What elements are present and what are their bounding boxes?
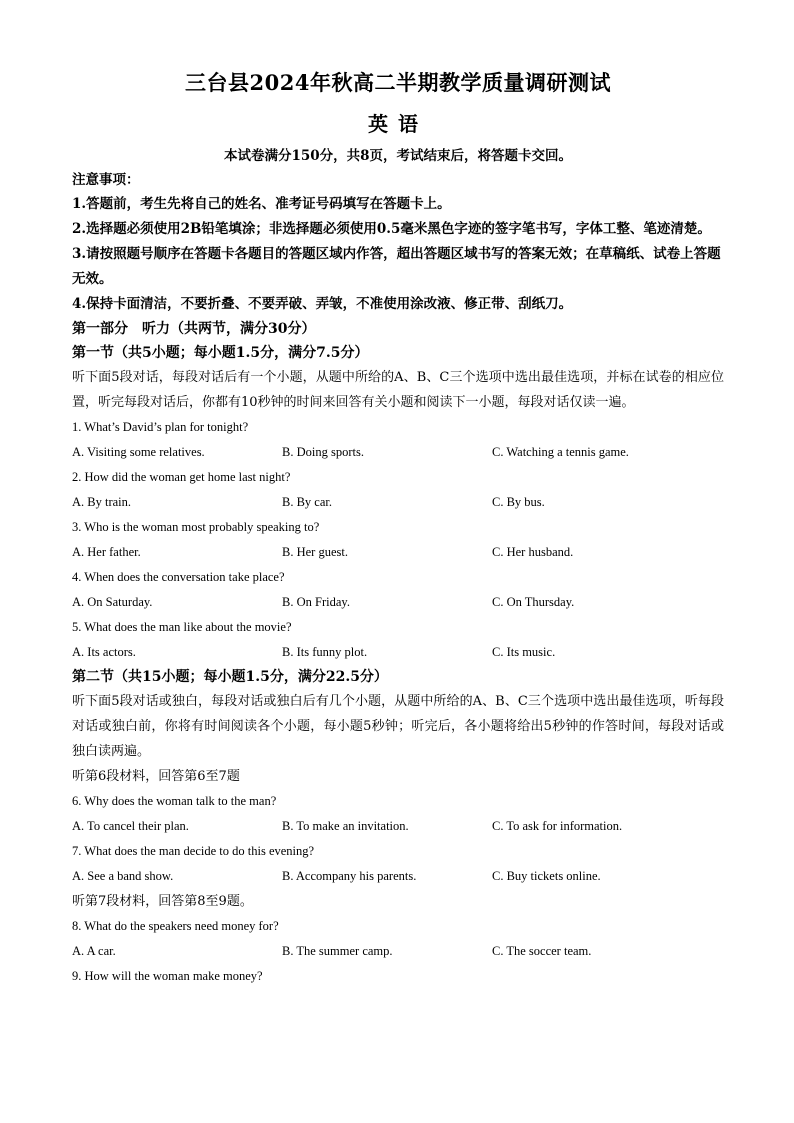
material-label: 听第6段材料，回答第6至7题 bbox=[72, 769, 240, 784]
question-stem: 4. When does the conversation take place? bbox=[72, 570, 285, 584]
option-b: B. On Friday. bbox=[282, 595, 350, 609]
section1-heading: 第一节（共5小题；每小题1.5分，满分7.5分） bbox=[72, 345, 369, 361]
option-a: A. Its actors. bbox=[72, 645, 136, 659]
question-options bbox=[72, 490, 724, 515]
exam-title: 三台县2024年秋高二半期教学质量调研测试 bbox=[185, 70, 611, 95]
question-options bbox=[72, 440, 724, 465]
material-label: 听第7段材料，回答第8至9题。 bbox=[72, 894, 253, 909]
notice-item: 3.请按照题号顺序在答题卡各题目的答题区域内作答，超出答题区域书写的答案无效；在草稿纸、试卷上答题无效。 bbox=[72, 246, 721, 287]
question-options bbox=[72, 939, 724, 964]
exam-intro: 本试卷满分150分，共8页，考试结束后，将答题卡交回。 bbox=[223, 148, 573, 164]
question-stem: 1. What’s David’s plan for tonight? bbox=[72, 420, 249, 434]
option-b: B. By car. bbox=[282, 495, 332, 509]
option-a: A. See a band show. bbox=[72, 869, 174, 883]
option-c: C. To ask for information. bbox=[492, 819, 623, 833]
notice-item: 2.选择题必须使用2B铅笔填涂；非选择题必须使用0.5毫米黑色字迹的签字笔书写，字体工整、笔迹清楚。 bbox=[72, 221, 711, 237]
option-c: C. Watching a tennis game. bbox=[492, 445, 629, 459]
question-stem: 6. Why does the woman talk to the man? bbox=[72, 794, 277, 808]
question-stem: 7. What does the man decide to do this evening? bbox=[72, 844, 315, 858]
option-b: B. Accompany his parents. bbox=[282, 869, 417, 883]
part1-heading: 第一部分 听力（共两节，满分30分） bbox=[72, 321, 316, 337]
option-a: A. To cancel their plan. bbox=[72, 819, 189, 833]
option-a: A. Her father. bbox=[72, 545, 141, 559]
subject-title: 英语 bbox=[368, 112, 428, 136]
option-b: B. Doing sports. bbox=[282, 445, 364, 459]
question-stem: 5. What does the man like about the movie? bbox=[72, 620, 292, 634]
section1-instruction: 听下面5段对话，每段对话后有一个小题，从题中所给的A、B、C三个选项中选出最佳选项，并标在试卷的相应位置，听完每段对话后，你都有10秒钟的时间来回答有关小题和阅读下一小题，每段对话仅读一遍。 bbox=[72, 370, 724, 410]
notice-heading: 注意事项： bbox=[72, 172, 140, 188]
option-a: A. On Saturday. bbox=[72, 595, 153, 609]
option-c: C. The soccer team. bbox=[492, 944, 592, 958]
option-c: C. Its music. bbox=[492, 645, 556, 659]
option-b: B. The summer camp. bbox=[282, 944, 393, 958]
option-a: A. Visiting some relatives. bbox=[72, 445, 205, 459]
question-stem: 9. How will the woman make money? bbox=[72, 969, 263, 983]
section2-heading: 第二节（共15小题；每小题1.5分，满分22.5分） bbox=[72, 669, 388, 685]
question-stem: 3. Who is the woman most probably speaking to? bbox=[72, 520, 320, 534]
question-options bbox=[72, 590, 724, 615]
option-b: B. Its funny plot. bbox=[282, 645, 368, 659]
notice-item: 4.保持卡面清洁，不要折叠、不要弄破、弄皱，不准使用涂改液、修正带、刮纸刀。 bbox=[72, 296, 573, 312]
notice-item: 1.答题前，考生先将自己的姓名、准考证号码填写在答题卡上。 bbox=[72, 196, 451, 212]
option-b: B. Her guest. bbox=[282, 545, 348, 559]
option-a: A. By train. bbox=[72, 495, 132, 509]
question-stem: 2. How did the woman get home last night? bbox=[72, 470, 291, 484]
option-c: C. By bus. bbox=[492, 495, 545, 509]
option-b: B. To make an invitation. bbox=[282, 819, 409, 833]
question-options bbox=[72, 864, 724, 889]
option-c: C. Her husband. bbox=[492, 545, 574, 559]
option-a: A. A car. bbox=[72, 944, 116, 958]
question-stem: 8. What do the speakers need money for? bbox=[72, 919, 279, 933]
question-options bbox=[72, 640, 724, 665]
option-c: C. On Thursday. bbox=[492, 595, 575, 609]
section2-instruction: 听下面5段对话或独白，每段对话或独白后有几个小题，从题中所给的A、B、C三个选项中选出最佳选项，听每段对话或独白前，你将有时间阅读各个小题，每小题5秒钟；听完后，各小题将给出5秒钟的作答时间，每段对话或独白读两遍。 bbox=[72, 694, 724, 759]
question-options bbox=[72, 540, 724, 565]
question-options bbox=[72, 814, 724, 839]
exam-page bbox=[72, 66, 724, 989]
option-c: C. Buy tickets online. bbox=[492, 869, 601, 883]
